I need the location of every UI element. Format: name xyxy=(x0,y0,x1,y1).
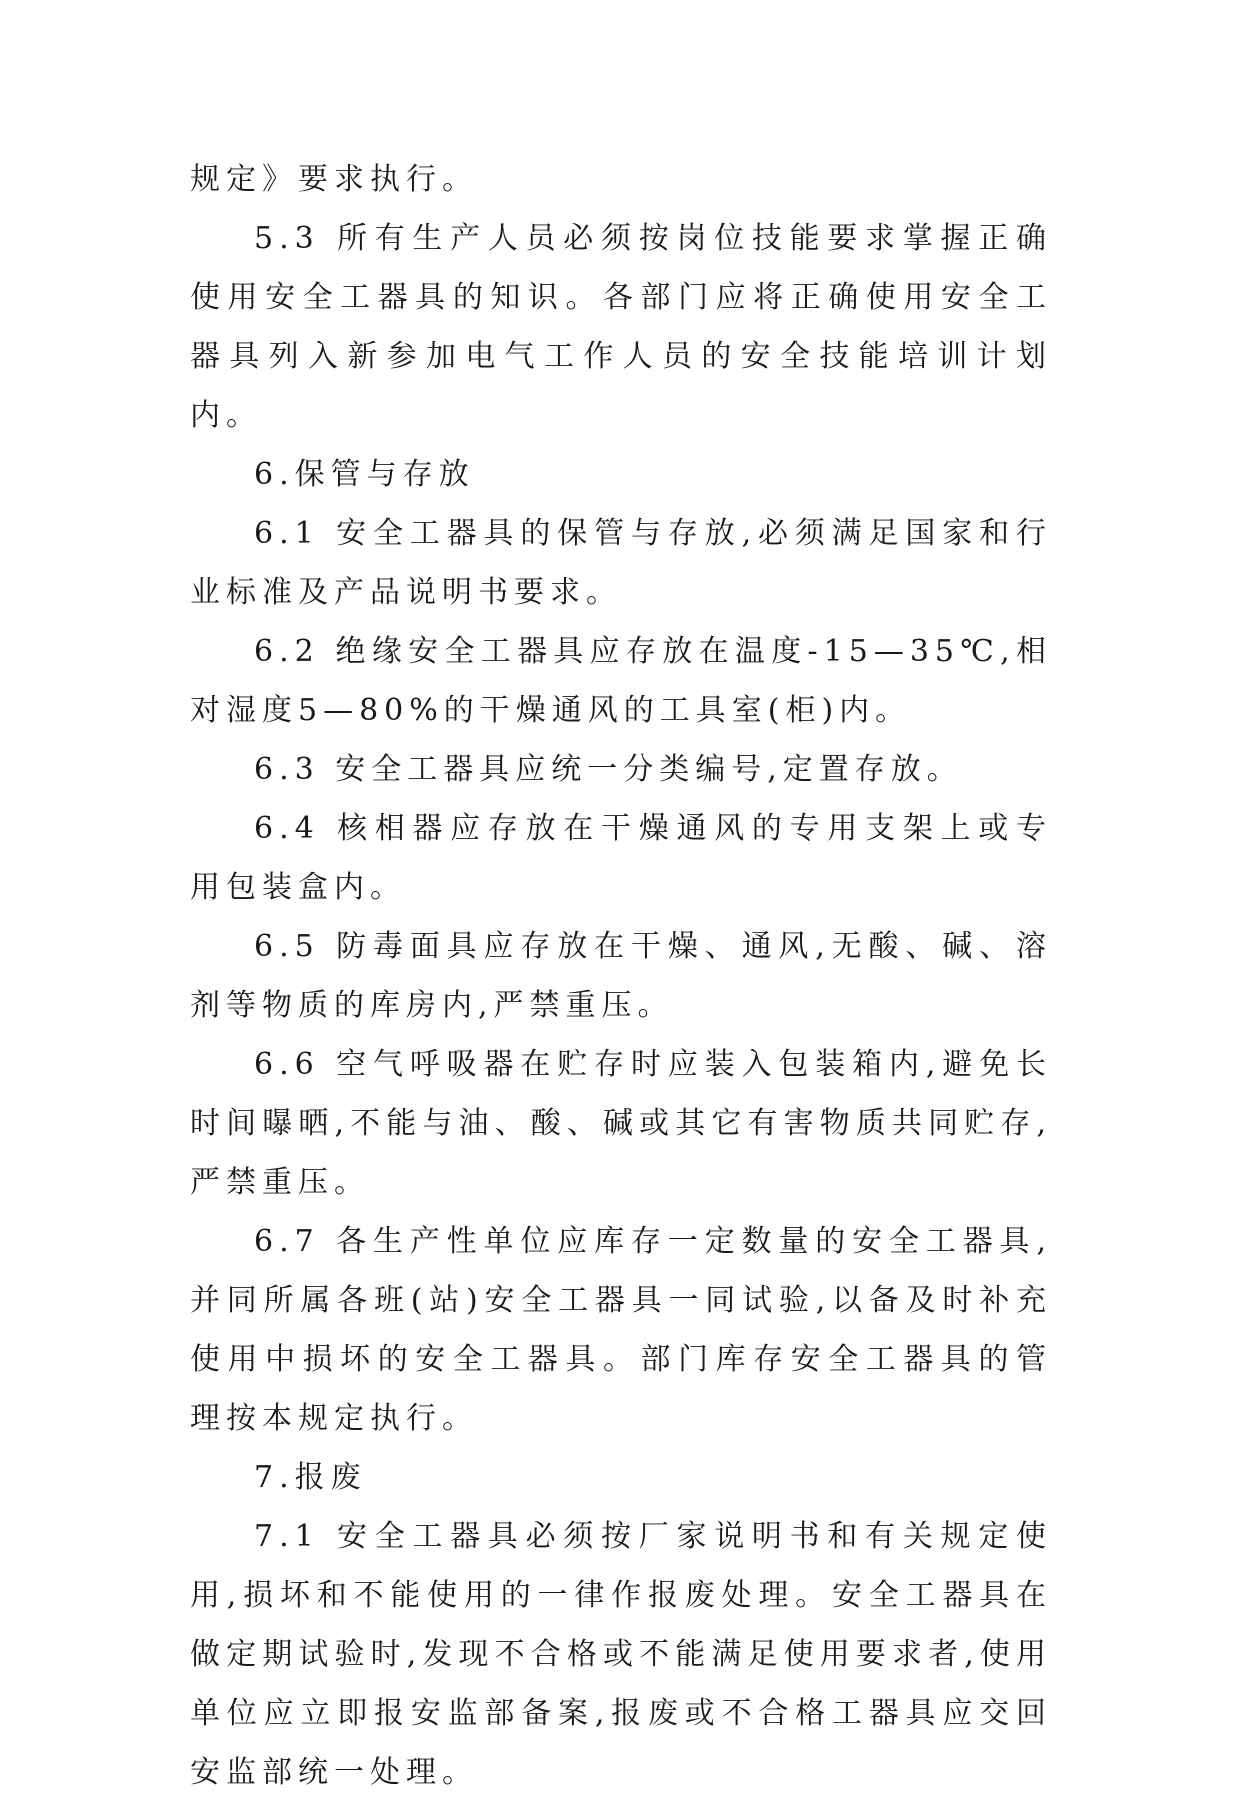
clause-6-7: 6.7 各生产性单位应库存一定数量的安全工器具,并同所属各班(站)安全工器具一同试验,以备及时补充使用中损坏的安全工器具。部门库存安全工器具的管理按本规定执行。 xyxy=(190,1224,1052,1436)
clause-6-1: 6.1 安全工器具的保管与存放,必须满足国家和行业标准及产品说明书要求。 xyxy=(190,516,1052,610)
clause-6-2: 6.2 绝缘安全工器具应存放在温度-15—35℃,相对湿度5—80%的干燥通风的工具室(柜)内。 xyxy=(190,634,1052,728)
clause-6-3: 6.3 安全工器具应统一分类编号,定置存放。 xyxy=(254,752,963,787)
section-heading-6: 6.保管与存放 xyxy=(254,457,475,492)
clause-5-3: 5.3 所有生产人员必须按岗位技能要求掌握正确使用安全工器具的知识。各部门应将正确使用安全工器具列入新参加电气工作人员的安全技能培训计划内。 xyxy=(190,221,1052,433)
document-page xyxy=(190,150,1052,1802)
clause-6-6: 6.6 空气呼吸器在贮存时应装入包装箱内,避免长时间曝晒,不能与油、酸、碱或其它有害物质共同贮存,严禁重压。 xyxy=(190,1047,1052,1200)
section-heading-7: 7.报废 xyxy=(254,1460,367,1495)
clause-6-4: 6.4 核相器应存放在干燥通风的专用支架上或专用包装盒内。 xyxy=(190,811,1052,905)
paragraph-continuation: 规定》要求执行。 xyxy=(190,162,478,197)
clause-7-1: 7.1 安全工器具必须按厂家说明书和有关规定使用,损坏和不能使用的一律作报废处理。安全工器具在做定期试验时,发现不合格或不能满足使用要求者,使用单位应立即报安监部备案,报废或不合格工器具应交回安监部统一处理。 xyxy=(190,1519,1052,1790)
clause-6-5: 6.5 防毒面具应存放在干燥、通风,无酸、碱、溶剂等物质的库房内,严禁重压。 xyxy=(190,929,1052,1023)
